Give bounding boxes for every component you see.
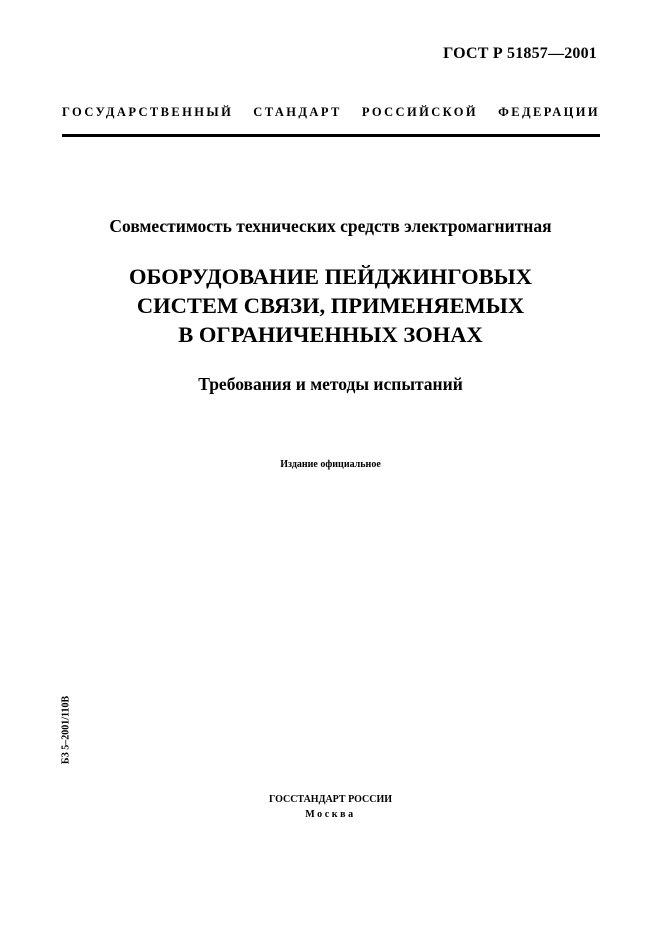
main-title-line: ОБОРУДОВАНИЕ ПЕЙДЖИНГОВЫХ <box>129 264 532 289</box>
publication-city: Москва <box>305 809 356 820</box>
main-title <box>0 262 661 349</box>
edition-note: Издание официальное <box>280 459 381 470</box>
side-code: БЗ 5–2001/110В <box>60 695 72 765</box>
document-number: ГОСТ Р 51857—2001 <box>443 45 597 62</box>
standard-subject: Совместимость технических средств электромагнитная <box>109 216 552 236</box>
main-title-line: СИСТЕМ СВЯЗИ, ПРИМЕНЯЕМЫХ <box>136 293 525 318</box>
title-subtitle: Требования и методы испытаний <box>198 374 463 394</box>
header-divider <box>62 134 600 137</box>
main-title-line: В ОГРАНИЧЕННЫХ ЗОНАХ <box>178 322 483 347</box>
publisher: ГОССТАНДАРТ РОССИИ <box>268 794 393 805</box>
organization-title: ГОСУДАРСТВЕННЫЙ СТАНДАРТ РОССИЙСКОЙ ФЕДЕРАЦИИ <box>62 105 600 119</box>
